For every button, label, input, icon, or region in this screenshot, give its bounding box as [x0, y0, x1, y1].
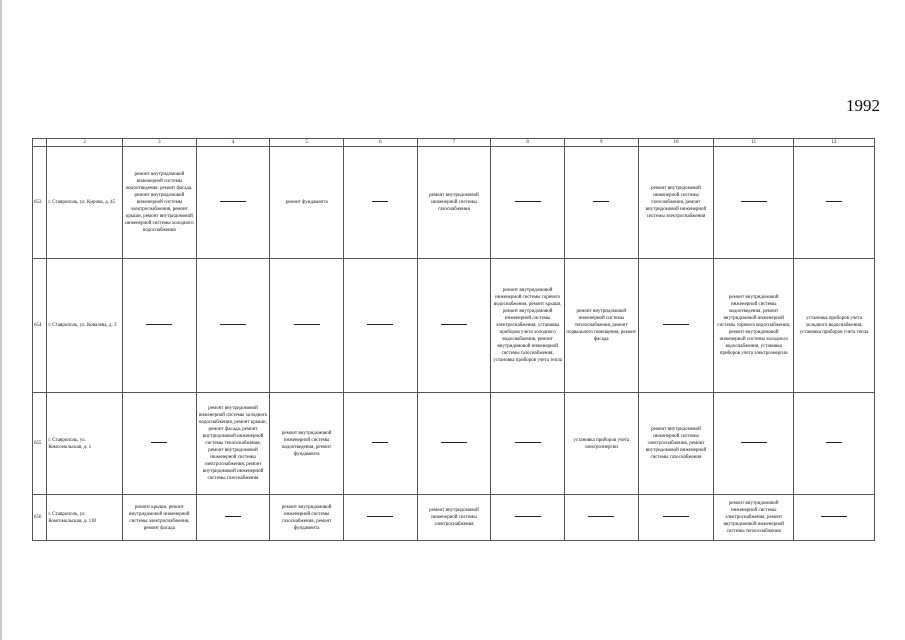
- work-cell: ремонт внутридомовой инженерной системы электроснабжения: [417, 495, 491, 541]
- dash-mark: [225, 516, 241, 517]
- empty-cell: [491, 147, 565, 259]
- work-cell: ремонт внутридомовой инженерной системы холодного водоснабжения, ремонт крыши, ремонт фасада, ремонт внутридомовой инженерной системы теплоснабжения, ремонт внутридомовой инженерной системы электроснабжения, ремонт внутридомовой инженерной системы газоснабжения: [196, 393, 270, 495]
- work-cell: ремонт крыши, ремонт внутридомовой инженерной системы электроснабжения, ремонт фасада: [123, 495, 197, 541]
- empty-cell: [714, 147, 794, 259]
- empty-cell: [417, 393, 491, 495]
- column-number-cell: 6: [343, 139, 417, 147]
- dash-mark: [220, 201, 246, 202]
- table-row: [33, 393, 875, 495]
- dash-mark: [441, 324, 467, 325]
- column-number-cell: 4: [196, 139, 270, 147]
- column-number-cell: 10: [638, 139, 714, 147]
- empty-cell: [343, 393, 417, 495]
- dash-mark: [821, 516, 847, 517]
- dash-mark: [441, 442, 467, 443]
- dash-mark: [220, 324, 246, 325]
- table-row: [33, 259, 875, 393]
- column-number-cell: 5: [270, 139, 344, 147]
- dash-mark: [367, 324, 393, 325]
- address-cell: г. Ставрополь, ул. Комсомольская, д. 118: [47, 495, 123, 541]
- empty-cell: [123, 393, 197, 495]
- dash-mark: [826, 201, 842, 202]
- dash-mark: [372, 201, 388, 202]
- dash-mark: [663, 516, 689, 517]
- column-number-cell: 9: [564, 139, 638, 147]
- page-left-edge: [0, 0, 2, 640]
- work-cell: ремонт внутридомовой инженерной системы электроснабжения, ремонт внутридомовой инженерной системы теплоснабжения: [714, 495, 794, 541]
- work-cell: ремонт внутридомовой инженерной системы водоотведения, ремонт фундамента: [270, 393, 344, 495]
- column-number-cell: [33, 139, 47, 147]
- dash-mark: [588, 516, 614, 517]
- empty-cell: [196, 147, 270, 259]
- row-number: 655: [33, 393, 47, 495]
- dash-mark: [826, 442, 842, 443]
- column-number-cell: 11: [714, 139, 794, 147]
- dash-mark: [151, 442, 167, 443]
- column-number-cell: 8: [491, 139, 565, 147]
- address-cell: г. Ставрополь, ул. Ковалева, д. 3: [47, 259, 123, 393]
- empty-cell: [638, 495, 714, 541]
- dash-mark: [294, 324, 320, 325]
- empty-cell: [714, 393, 794, 495]
- table-row: [33, 147, 875, 259]
- empty-cell: [417, 259, 491, 393]
- empty-cell: [343, 259, 417, 393]
- work-cell: установка приборов учета электроэнергии: [564, 393, 638, 495]
- dash-mark: [515, 516, 541, 517]
- work-cell: ремонт внутридомовой инженерной системы газоснабжения, ремонт внутридомовой инженерной системы электроснабжения: [638, 147, 714, 259]
- column-number-cell: 3: [123, 139, 197, 147]
- work-cell: ремонт внутридомовой инженерной системы электроснабжения, ремонт внутридомовой инженерной системы газоснабжения: [638, 393, 714, 495]
- dash-mark: [372, 442, 388, 443]
- column-number-cell: 2: [47, 139, 123, 147]
- table-row: [33, 495, 875, 541]
- row-number: 653: [33, 147, 47, 259]
- dash-mark: [515, 201, 541, 202]
- empty-cell: [794, 393, 875, 495]
- work-cell: установка приборов учета холодного водоснабжения, установка приборов учета тепла: [794, 259, 875, 393]
- column-number-cell: 7: [417, 139, 491, 147]
- dash-mark: [515, 442, 541, 443]
- dash-mark: [741, 442, 767, 443]
- row-number: 656: [33, 495, 47, 541]
- work-cell: ремонт внутридомовой инженерной системы водоотведения, ремонт фасада, ремонт внутридомовой инженерной системы электроснабжения, ремонт крыши, ремонт внутридомовой инженерной системы холодного водоснабжения: [123, 147, 197, 259]
- empty-cell: [343, 147, 417, 259]
- address-cell: г. Ставрополь, ул. Комсомольская, д. 1: [47, 393, 123, 495]
- dash-mark: [663, 324, 689, 325]
- empty-cell: [196, 259, 270, 393]
- empty-cell: [270, 259, 344, 393]
- work-cell: ремонт фундамента: [270, 147, 344, 259]
- empty-cell: [123, 259, 197, 393]
- empty-cell: [491, 495, 565, 541]
- work-cell: ремонт внутридомовой инженерной системы газоснабжения: [417, 147, 491, 259]
- address-cell: г. Ставрополь, ул. Кирова, д. 45: [47, 147, 123, 259]
- work-cell: ремонт внутридомовой инженерной системы теплоснабжения, ремонт подвального помещения, ремонт фасада: [564, 259, 638, 393]
- work-cell: ремонт внутридомовой инженерной системы водоотведения, ремонт внутридомовой инженерной системы горячего водоснабжения, ремонт внутридомовой инженерной системы холодного водоснабжения, установка приборов учета электроэнергии: [714, 259, 794, 393]
- repair-register-table: [32, 138, 875, 541]
- empty-cell: [196, 495, 270, 541]
- empty-cell: [343, 495, 417, 541]
- empty-cell: [564, 147, 638, 259]
- dash-mark: [367, 516, 393, 517]
- column-number-row: [33, 139, 875, 147]
- row-number: 654: [33, 259, 47, 393]
- empty-cell: [564, 495, 638, 541]
- empty-cell: [794, 495, 875, 541]
- page-number: 1992: [846, 96, 880, 115]
- empty-cell: [491, 393, 565, 495]
- dash-mark: [146, 324, 172, 325]
- empty-cell: [794, 147, 875, 259]
- dash-mark: [741, 201, 767, 202]
- work-cell: ремонт внутридомовой инженерной системы газоснабжения, ремонт фундамента: [270, 495, 344, 541]
- column-number-cell: 12: [794, 139, 875, 147]
- empty-cell: [638, 259, 714, 393]
- dash-mark: [593, 201, 609, 202]
- work-cell: ремонт внутридомовой инженерной системы горячего водоснабжения, ремонт крыши, ремонт внутридомовой инженерной системы электроснабжения, установка приборов учета холодного водоснабжения, ремонт внутридомовой инженерной системы газоснабжения, установка приборов учета тепла: [491, 259, 565, 393]
